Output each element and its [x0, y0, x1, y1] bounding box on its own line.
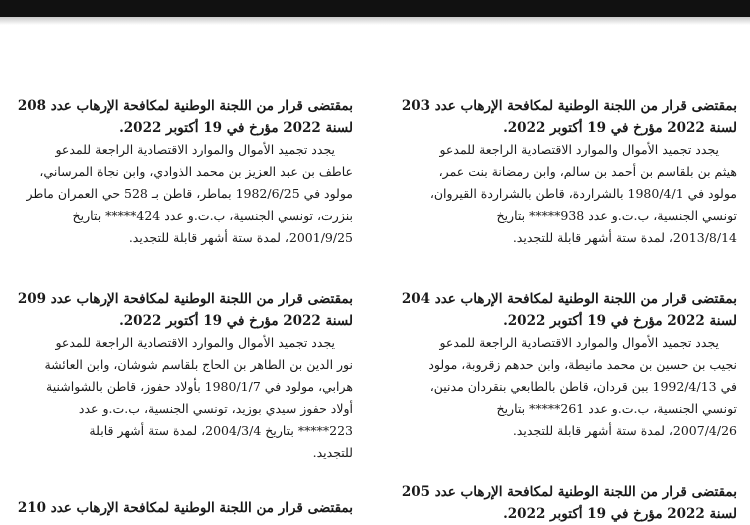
- decision-date: لسنة 2022 مؤرخ في 19 أكتوبر 2022.: [119, 120, 353, 136]
- top-shadow: [0, 17, 750, 25]
- decision-title: بمقتضى قرار من اللجنة الوطنية لمكافحة الإرهاب عدد 203: [401, 98, 737, 114]
- body-line: تونسي الجنسية، ب.ت.و عدد 261***** بتاريخ: [496, 401, 737, 416]
- decision-body: [8, 139, 353, 249]
- body-line: نور الدين بن الطاهر بن الحاج بلقاسم شوشان، وابن العائشة: [44, 357, 353, 372]
- body-line: هيثم بن بلقاسم بن أحمد بن سالم، وابن رمضانة بنت عمر،: [438, 164, 737, 179]
- decision-entry-210: [8, 497, 353, 519]
- top-dark-bar: [0, 0, 750, 17]
- decision-entry-209: [8, 288, 353, 464]
- body-line: بنزرت، تونسي الجنسية، ب.ت.و عدد 424***** بتاريخ: [72, 208, 353, 223]
- body-line: 223***** بتاريخ 2004/3/4، لمدة ستة أشهر قابلة: [89, 423, 353, 438]
- body-line: عاطف بن عبد العزيز بن محمد الذوادي، وابن نجاة المرساني،: [39, 164, 353, 179]
- body-line: 2007/4/26، لمدة ستة أشهر قابلة للتجديد.: [512, 423, 737, 438]
- decision-entry-205: [392, 481, 737, 525]
- body-line: مولود في 1982/6/25 بماطر، قاطن بـ 528 حي العمران ماطر: [26, 186, 353, 201]
- decision-entry-208: [8, 95, 353, 249]
- decision-body: [392, 139, 737, 249]
- decision-entry-203: [392, 95, 737, 249]
- body-line: أولاد حفوز سيدي بوزيد، تونسي الجنسية، ب.ت.و عدد: [78, 401, 353, 416]
- decision-title: بمقتضى قرار من اللجنة الوطنية لمكافحة الإرهاب عدد 204: [401, 291, 737, 307]
- decision-title: بمقتضى قرار من اللجنة الوطنية لمكافحة الإرهاب عدد 209: [17, 291, 353, 307]
- body-line: نجيب بن حسين بن محمد مانيطة، وابن حدهم زقروبة، مولود: [428, 357, 737, 372]
- decision-title: بمقتضى قرار من اللجنة الوطنية لمكافحة الإرهاب عدد 210: [17, 500, 353, 516]
- decision-date: لسنة 2022 مؤرخ في 19 أكتوبر 2022.: [119, 313, 353, 329]
- body-line: تونسي الجنسية، ب.ت.و عدد 938***** بتاريخ: [496, 208, 737, 223]
- body-line: مولود في 1980/4/1 بالشراردة، قاطن بالشراردة القيروان،: [429, 186, 737, 201]
- decision-title: بمقتضى قرار من اللجنة الوطنية لمكافحة الإرهاب عدد 208: [17, 98, 353, 114]
- body-line: للتجديد.: [312, 445, 353, 460]
- body-line: في 1992/4/13 ببن قردان، قاطن بالطابعي بنقردان مدنين،: [429, 379, 737, 394]
- decision-date: لسنة 2022 مؤرخ في 19 أكتوبر 2022.: [503, 313, 737, 329]
- decision-entry-204: [392, 288, 737, 442]
- body-line: يجدد تجميد الأموال والموارد الاقتصادية الراجعة للمدعو: [439, 335, 719, 350]
- body-line: يجدد تجميد الأموال والموارد الاقتصادية الراجعة للمدعو: [55, 335, 335, 350]
- decision-date: لسنة 2022 مؤرخ في 19 أكتوبر 2022.: [503, 120, 737, 136]
- decision-date: لسنة 2022 مؤرخ في 19 أكتوبر 2022.: [503, 506, 737, 522]
- decision-title: بمقتضى قرار من اللجنة الوطنية لمكافحة الإرهاب عدد 205: [401, 484, 737, 500]
- decision-body: [8, 332, 353, 464]
- body-line: هرابي، مولود في 1980/1/7 بأولاد حفوز، قاطن بالشواشنية: [46, 379, 353, 394]
- body-line: يجدد تجميد الأموال والموارد الاقتصادية الراجعة للمدعو: [439, 142, 719, 157]
- decision-body: [392, 332, 737, 442]
- body-line: 2013/8/14، لمدة ستة أشهر قابلة للتجديد.: [512, 230, 737, 245]
- body-line: يجدد تجميد الأموال والموارد الاقتصادية الراجعة للمدعو: [55, 142, 335, 157]
- body-line: 2001/9/25، لمدة ستة أشهر قابلة للتجديد.: [128, 230, 353, 245]
